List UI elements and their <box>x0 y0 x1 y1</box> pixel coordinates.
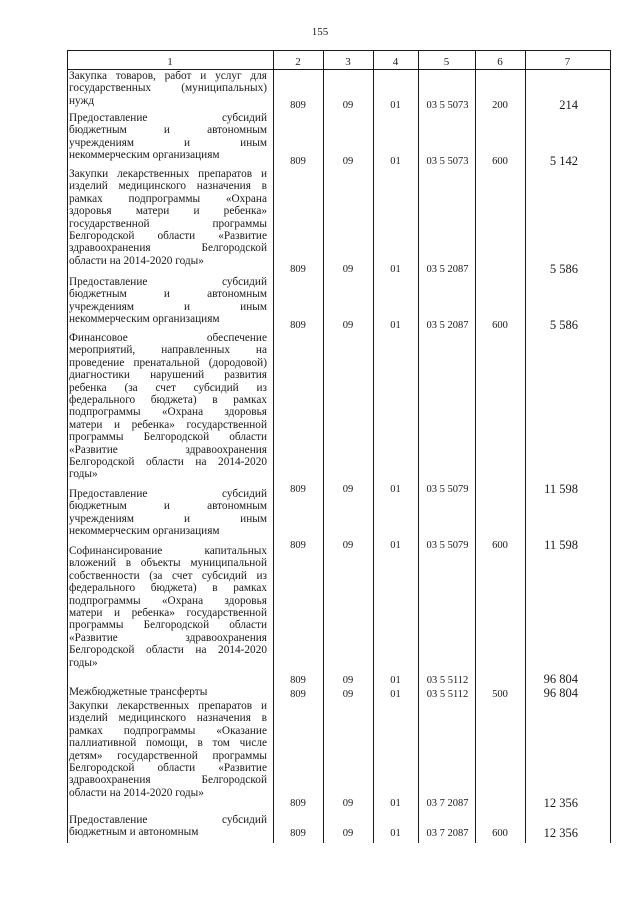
cell-csr: 03 7 2087 <box>426 798 469 809</box>
cell-grbs: 809 <box>290 675 306 686</box>
cell-rz: 09 <box>342 689 354 700</box>
cell-grbs: 809 <box>290 320 306 331</box>
row-description-line: Белгородской области на 2014-2020 <box>69 456 267 468</box>
cell-vr: 600 <box>492 540 508 551</box>
row-description-line: Белгородской области «Развитие <box>69 762 267 774</box>
cell-amount: 96 804 <box>543 672 578 686</box>
cell-rz: 09 <box>342 798 354 809</box>
row-description-line: бюджетным и автономным <box>69 826 199 839</box>
row-description-line: подпрограммы «Охрана здоровья <box>69 406 267 419</box>
row-description-line: Финансовое обеспечение <box>69 332 267 344</box>
row-description-line: нужд <box>69 94 95 107</box>
row-description-line: матери и ребенка» государственной <box>69 418 267 431</box>
table-rule <box>418 50 419 843</box>
cell-grbs: 809 <box>290 100 306 111</box>
row-description-line: некоммерческим организациям <box>69 149 220 162</box>
cell-amount: 5 586 <box>549 318 578 332</box>
cell-grbs: 809 <box>290 540 306 551</box>
row-description-line: здравоохранения Белгородской <box>69 242 267 255</box>
row-description-line: Предоставление субсидий <box>69 488 267 500</box>
cell-pr: 01 <box>390 264 401 275</box>
row-description-line: матери и ребенка» государственной <box>69 607 267 619</box>
row-description-line: Предоставление субсидий <box>69 276 267 288</box>
cell-csr: 03 5 5112 <box>426 689 469 700</box>
row-description-line: рамках подпрограммы «Охрана <box>69 192 267 205</box>
row-description-line: паллиативной помощи, в том числе <box>69 737 267 750</box>
row-description-line: Предоставление субсидий <box>69 112 267 124</box>
cell-amount: 5 142 <box>549 154 578 168</box>
row-description-line: «Развитие здравоохранения <box>69 631 267 644</box>
row-description-line: Предоставление субсидий <box>69 814 267 826</box>
cell-amount: 96 804 <box>543 686 578 700</box>
column-header: 4 <box>392 56 399 68</box>
row-description-line: учреждениям и иным <box>69 300 267 313</box>
cell-grbs: 809 <box>290 484 306 495</box>
row-description-line: Закупки лекарственных препаратов и <box>69 168 267 180</box>
row-description-line: Межбюджетные трансферты <box>69 686 208 698</box>
cell-csr: 03 5 5073 <box>426 100 469 111</box>
row-description-line: ребенка (за счет субсидий из <box>69 381 267 394</box>
row-description-line: детям» государственной программы <box>69 749 267 762</box>
row-description-line: вложений в объекты муниципальной <box>69 557 267 570</box>
table-rule <box>475 50 476 843</box>
cell-rz: 09 <box>342 320 354 331</box>
cell-csr: 03 5 5073 <box>426 156 469 167</box>
cell-pr: 01 <box>390 100 401 111</box>
cell-rz: 09 <box>342 264 354 275</box>
cell-pr: 01 <box>390 320 401 331</box>
column-header: 5 <box>443 56 450 68</box>
cell-vr: 600 <box>492 156 508 167</box>
row-description-line: области на 2014-2020 годы» <box>69 786 204 799</box>
row-description-line: Закупка товаров, работ и услуг для <box>69 70 267 82</box>
row-description-line: годы» <box>69 468 98 481</box>
cell-csr: 03 5 5079 <box>426 484 469 495</box>
row-description-line: бюджетным и автономным <box>69 124 267 137</box>
cell-amount: 12 356 <box>543 796 578 810</box>
table-rule <box>323 50 324 843</box>
cell-grbs: 809 <box>290 828 306 839</box>
row-description-line: рамках подпрограммы «Оказание <box>69 724 267 737</box>
cell-rz: 09 <box>342 828 354 839</box>
cell-csr: 03 5 5079 <box>426 540 469 551</box>
cell-vr: 500 <box>492 689 508 700</box>
row-description-line: здравоохранения Белгородской <box>69 774 267 787</box>
row-description-line: мероприятий, направленных на <box>69 344 267 357</box>
cell-grbs: 809 <box>290 798 306 809</box>
cell-pr: 01 <box>390 156 401 167</box>
cell-pr: 01 <box>390 675 401 686</box>
cell-amount: 12 356 <box>543 826 578 840</box>
cell-csr: 03 5 5112 <box>426 675 469 686</box>
row-description-line: «Развитие здравоохранения <box>69 443 267 456</box>
cell-csr: 03 5 2087 <box>426 320 469 331</box>
cell-pr: 01 <box>390 689 401 700</box>
cell-amount: 5 586 <box>549 262 578 276</box>
column-header: 2 <box>295 56 301 68</box>
cell-amount: 11 598 <box>544 538 578 552</box>
cell-vr: 600 <box>492 828 508 839</box>
row-description-line: изделий медицинского назначения в <box>69 180 267 193</box>
column-header: 7 <box>564 56 571 68</box>
row-description-line: Белгородской области на 2014-2020 <box>69 644 267 657</box>
cell-grbs: 809 <box>290 264 306 275</box>
cell-csr: 03 7 2087 <box>426 828 469 839</box>
cell-amount: 214 <box>559 98 578 112</box>
row-description-line: Белгородской области «Развитие <box>69 230 267 242</box>
table-rule <box>67 50 611 51</box>
row-description-line: некоммерческим организациям <box>69 525 220 538</box>
row-description-line: государственных (муниципальных) <box>69 82 267 95</box>
cell-csr: 03 5 2087 <box>426 264 469 275</box>
table-rule <box>525 50 526 843</box>
cell-rz: 09 <box>342 540 354 551</box>
row-description-line: подпрограммы «Охрана здоровья <box>69 594 267 607</box>
row-description-line: собственности (за счет субсидий из <box>69 569 267 582</box>
cell-vr: 200 <box>492 100 508 111</box>
row-description-line: диагностики нарушений развития <box>69 369 267 382</box>
row-description-line: бюджетным и автономным <box>69 500 267 513</box>
cell-pr: 01 <box>390 484 401 495</box>
row-description-line: изделий медицинского назначения в <box>69 712 267 725</box>
row-description-line: учреждениям и иным <box>69 136 267 149</box>
column-header: 1 <box>167 56 173 68</box>
cell-rz: 09 <box>342 484 354 495</box>
table-rule <box>67 50 68 843</box>
cell-grbs: 809 <box>290 156 306 167</box>
column-header: 6 <box>497 56 503 68</box>
cell-rz: 09 <box>342 100 354 111</box>
row-description-line: области на 2014-2020 годы» <box>69 254 204 267</box>
row-description-line: бюджетным и автономным <box>69 288 267 301</box>
cell-pr: 01 <box>390 828 401 839</box>
row-description-line: федерального бюджета) в рамках <box>69 582 267 595</box>
row-description-line: некоммерческим организациям <box>69 313 220 326</box>
row-description-line: государственной программы <box>69 217 267 230</box>
row-description-line: Софинансирование капитальных <box>69 545 267 557</box>
table-rule <box>373 50 374 843</box>
row-description-line: здоровья матери и ребенка» <box>69 205 267 218</box>
row-description-line: Закупки лекарственных препаратов и <box>69 700 267 712</box>
table-rule <box>610 50 611 843</box>
table-rule <box>273 50 274 843</box>
row-description-line: федерального бюджета) в рамках <box>69 394 267 406</box>
cell-rz: 09 <box>342 156 354 167</box>
cell-amount: 11 598 <box>544 482 578 496</box>
column-header: 3 <box>345 56 351 68</box>
cell-pr: 01 <box>390 798 401 809</box>
row-description-line: программы Белгородской области <box>69 431 267 444</box>
row-description-line: годы» <box>69 656 98 669</box>
cell-grbs: 809 <box>290 689 306 700</box>
page-number: 155 <box>311 26 329 38</box>
cell-rz: 09 <box>342 675 354 686</box>
cell-vr: 600 <box>492 320 508 331</box>
row-description-line: учреждениям и иным <box>69 512 267 525</box>
row-description-line: программы Белгородской области <box>69 619 267 632</box>
cell-pr: 01 <box>390 540 401 551</box>
row-description-line: проведение пренатальной (дородовой) <box>69 356 267 369</box>
